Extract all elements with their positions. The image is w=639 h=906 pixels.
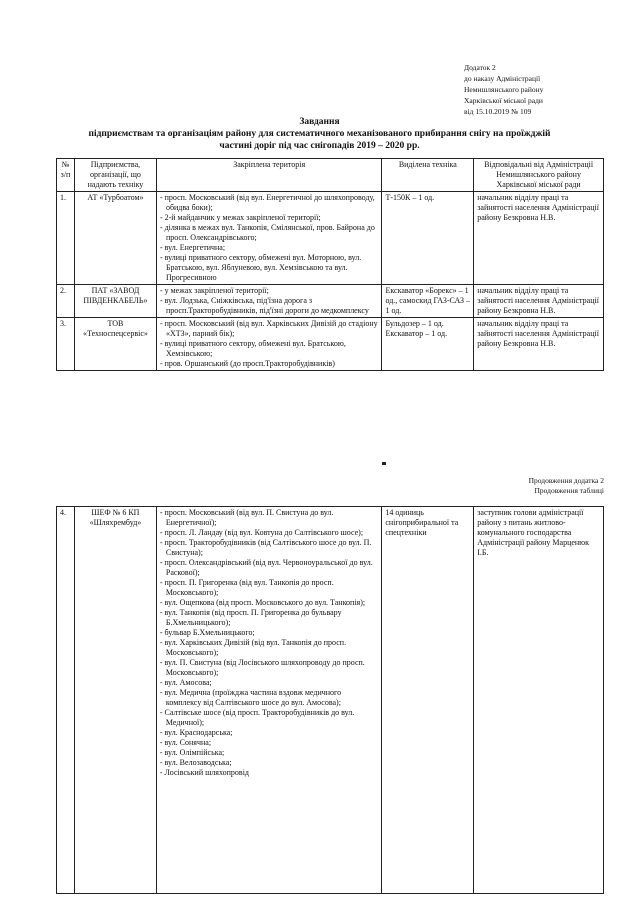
continuation-line-1: Продовження додатка 2: [528, 476, 604, 485]
document-title: [0, 116, 639, 152]
territory-item: - ділянка в межах вул. Танкопія, Смілянської, пров. Байрона до просп. Олександрівського;: [159, 223, 375, 242]
title-line-2: підприємствам та організаціям району для систематичного механізованого прибирання снігу на проїжджій: [88, 129, 551, 139]
territory-item: - просп. Тракторобудівників (від Салтівського шосе до вул. П. Свистуна);: [159, 538, 372, 557]
territory-item: - Лосівський шляхопровід: [159, 768, 249, 777]
territory-item: - вулиці приватного сектору, обмежені вул. Моторною, вул. Братською, вул. Яблуневою, вул. Хемзівською та вул. Прогресивною: [159, 253, 362, 282]
header-org: Підприємства, організації, що надають техніку: [74, 159, 156, 192]
territory-item: - вул. Краснодарська;: [159, 728, 233, 737]
annex-line-4: Харківської міської ради: [464, 96, 543, 105]
territory-item: - просп. Московський (від вул. Харківських Дивізій до стадіону «ХТЗ», парний бік);: [159, 319, 378, 338]
annex-line-1: Додаток 2: [464, 63, 496, 72]
row-responsible: начальник відділу праці та зайнятості населення Адміністрації району Безкровна Н.В.: [474, 285, 604, 318]
territory-item: - просп. П. Григоренка (від вул. Танкопія до просп. Московського);: [159, 578, 334, 597]
title-line-1: Завдання: [299, 117, 340, 127]
table-header-row: [57, 159, 604, 192]
territory-item: - вул. Лодзька, Сніжківська, під'їзна дорога з просп.Тракторобудівників, під'їзні дороги до медкомплексу: [159, 296, 369, 315]
row-territory: [156, 285, 382, 318]
territory-item: - у межах закріпленої території;: [159, 286, 269, 295]
territory-item: - вул. Танкопія (від просп. П. Григоренка до бульвару Б.Хмельницького);: [159, 608, 342, 627]
scan-mark: [382, 462, 386, 465]
row-equipment: Т-150К – 1 од.: [382, 192, 474, 285]
row-num: 1.: [57, 192, 75, 285]
annex-header: [464, 62, 543, 117]
table-row: [57, 285, 604, 318]
row-responsible: начальник відділу праці та зайнятості населення Адміністрації району Безкровна Н.В.: [474, 192, 604, 285]
assignment-table: [56, 158, 604, 371]
annex-line-2: до наказу Адміністрації: [464, 74, 541, 83]
row-equipment: Екскаватор «Борекс» – 1 од., самоскид ГАЗ-САЗ – 1 од.: [382, 285, 474, 318]
row-num: 3.: [57, 318, 75, 371]
row-org: ПАТ «ЗАВОД ПІВДЕНКАБЕЛЬ»: [74, 285, 156, 318]
territory-item: - просп. Московський (від вул. Енергетичної до шляхопроводу, обидва боки);: [159, 193, 375, 212]
territory-item: - вул. Велозаводська;: [159, 758, 232, 767]
territory-item: - просп. Олександрівський (від вул. Червоноуральської до вул. Раскової);: [159, 558, 373, 577]
territory-item: - вул. Енергетична;: [159, 243, 226, 252]
row-org: ШЕФ № 6 КП «Шляхрембуд»: [74, 507, 156, 894]
annex-line-5: від 15.10.2019 № 109: [464, 107, 532, 116]
territory-item: - вулиці приватного сектору, обмежені вул. Братською, Хемзівською;: [159, 339, 346, 358]
row-org: ТОВ «Техноспецсервіс»: [74, 318, 156, 371]
row-responsible: заступник голови адміністрації району з питань житлово-комунального господарства Адміністрації району Марценюк І.Б.: [474, 507, 604, 894]
row-equipment: 14 одиниць снігоприбиральної та спецтехніки: [382, 507, 474, 894]
title-line-3: частині доріг під час снігопадів 2019 – 2020 рр.: [219, 141, 420, 151]
table-row: [57, 318, 604, 371]
territory-item: - пров. Оршанський (до просп.Тракторобудівників): [159, 359, 335, 368]
territory-item: - вул. Ощепкова (від просп. Московського до вул. Танкопія);: [159, 598, 366, 607]
territory-item: - вул. Амосова;: [159, 678, 212, 687]
row-territory: [156, 318, 382, 371]
territory-item: - просп. Московський (від вул. П. Свистуна до вул. Енергетичної);: [159, 508, 334, 527]
territory-item: - Салтівське шосе (від просп. Тракторобудівників до вул. Медичної);: [159, 708, 355, 727]
territory-item: - 2-й майданчик у межах закріпленої території;: [159, 213, 321, 222]
header-territory: Закріплена територія: [156, 159, 382, 192]
territory-item: - бульвар Б.Хмельницького;: [159, 628, 255, 637]
continuation-table: [56, 506, 604, 894]
row-num: 2.: [57, 285, 75, 318]
row-territory: [156, 192, 382, 285]
territory-item: - вул. Сонячна;: [159, 738, 212, 747]
row-org: АТ «Турбоатом»: [74, 192, 156, 285]
table-row: [57, 507, 604, 894]
row-territory: [156, 507, 381, 894]
row-num: 4.: [57, 507, 75, 894]
territory-item: - просп. Л. Ландау (від вул. Ковтуна до Салтівського шосе);: [159, 528, 364, 537]
territory-item: - вул. П. Свистуна (від Лосівського шляхопроводу до просп. Московського);: [159, 658, 365, 677]
row-equipment: Бульдозер – 1 од. Екскаватор – 1 од.: [382, 318, 474, 371]
header-equipment: Виділена техніка: [382, 159, 474, 192]
territory-item: - вул. Медична (проїжджа частина вздовж медичного комплексу від Салтівського шосе до вул. Амосова);: [159, 688, 342, 707]
territory-item: - вул. Олімпійська;: [159, 748, 225, 757]
table-row: [57, 192, 604, 285]
header-num: № з/п: [57, 159, 75, 192]
territory-item: - вул. Харківських Дивізій (від вул. Танкопія до просп. Московського);: [159, 638, 347, 657]
header-responsible: Відповідальні від Адміністрації Немишлянського району Харківської міської ради: [474, 159, 604, 192]
continuation-line-2: Продовження таблиці: [534, 486, 604, 495]
annex-line-3: Немишлянського району: [464, 85, 544, 94]
row-responsible: начальник відділу праці та зайнятості населення Адміністрації району Безкровна Н.В.: [474, 318, 604, 371]
continuation-note: [480, 476, 604, 496]
